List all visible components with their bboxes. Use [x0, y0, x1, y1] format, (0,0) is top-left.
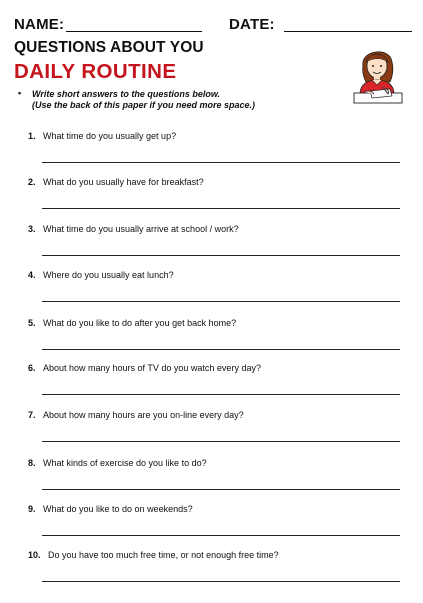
question-item: [28, 363, 403, 403]
question-item: [28, 131, 403, 171]
question-number: 8.: [28, 458, 36, 468]
header-row: [14, 16, 409, 36]
answer-line[interactable]: [42, 394, 400, 395]
question-text: About how many hours of TV do you watch every day?: [43, 363, 261, 373]
question-number: 3.: [28, 224, 36, 234]
answer-line[interactable]: [42, 489, 400, 490]
question-text: About how many hours are you on-line every day?: [43, 410, 244, 420]
question-text: Where do you usually eat lunch?: [43, 270, 174, 280]
instructions-line-2: (Use the back of this paper if you need more space.): [32, 100, 256, 110]
question-number: 7.: [28, 410, 36, 420]
question-number: 6.: [28, 363, 36, 373]
answer-line[interactable]: [42, 535, 400, 536]
question-number: 1.: [28, 131, 36, 141]
worksheet-subtitle: QUESTIONS ABOUT YOU: [14, 39, 204, 56]
question-item: [28, 504, 403, 544]
question-number: 4.: [28, 270, 36, 280]
question-text: What do you like to do on weekends?: [43, 504, 193, 514]
question-text: What do you like to do after you get back home?: [43, 318, 237, 328]
question-item: [28, 550, 403, 590]
answer-line[interactable]: [42, 581, 400, 582]
date-field-line[interactable]: [284, 31, 412, 32]
question-item: [28, 224, 403, 264]
question-text: Do you have too much free time, or not enough free time?: [48, 550, 279, 560]
answer-line[interactable]: [42, 255, 400, 256]
instructions-line-1: Write short answers to the questions below.: [32, 89, 221, 99]
girl-writing-at-desk-icon: [350, 44, 406, 106]
question-item: [28, 177, 403, 217]
answer-line[interactable]: [42, 162, 400, 163]
date-label: DATE:: [229, 16, 275, 33]
worksheet-title: DAILY ROUTINE: [14, 60, 177, 83]
name-field-line[interactable]: [66, 31, 202, 32]
question-item: [28, 458, 403, 498]
name-label: NAME:: [14, 16, 65, 33]
answer-line[interactable]: [42, 208, 400, 209]
question-number: 2.: [28, 177, 36, 187]
question-item: [28, 318, 403, 358]
question-number: 10.: [28, 550, 41, 560]
question-number: 9.: [28, 504, 36, 514]
question-text: What time do you usually arrive at school / work?: [43, 224, 239, 234]
question-text: What do you usually have for breakfast?: [43, 177, 204, 187]
answer-line[interactable]: [42, 349, 400, 350]
bullet-icon: •: [18, 88, 22, 98]
question-number: 5.: [28, 318, 36, 328]
answer-line[interactable]: [42, 301, 400, 302]
question-item: [28, 270, 403, 310]
question-text: What time do you usually get up?: [43, 131, 177, 141]
answer-line[interactable]: [42, 441, 400, 442]
question-item: [28, 410, 403, 450]
question-text: What kinds of exercise do you like to do?: [43, 458, 207, 468]
